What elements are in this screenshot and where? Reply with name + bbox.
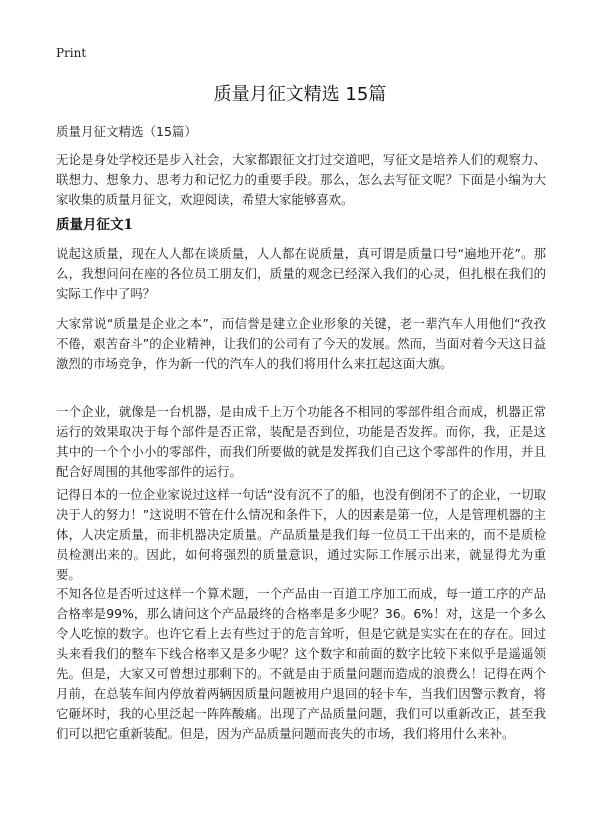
body-paragraph: 大家常说“质量是企业之本”，而信誉是建立企业形象的关键，老一辈汽车人用他们“孜孜不倦，艰苦奋斗”的企业精神，让我们的公司有了今天的发展。然而，当面对着今天这日益激烈的市场竞争，作为新一代的汽车人的我们将用什么来扛起这面大旗。 <box>56 316 546 371</box>
body-paragraph: 记得日本的一位企业家说过这样一句话“没有沉不了的船，也没有倒闭不了的企业，一切取决于人的努力！”这说明不管在什么情况和条件下，人的因素是第一位，人是管理机器的主体，人决定质量，而非机器决定质量。产品质量是我们每一位员工干出来的，而不是质检员检测出来的。因此，如何将强烈的质量意识，通过实际工作展示出来，就显得尤为重要。 <box>56 487 546 582</box>
body-paragraph: 说起这质量，现在人人都在谈质量，人人都在说质量，真可谓是质量口号“遍地开花”。那么，我想问问在座的各位员工朋友们，质量的观念已经深入我们的心灵，但扎根在我们的实际工作中了吗？ <box>56 246 546 301</box>
section-heading: 质量月征文1 <box>56 217 133 233</box>
document-subtitle: 质量月征文精选（15篇） <box>56 124 197 139</box>
intro-paragraph: 无论是身处学校还是步入社会，大家都跟征文打过交道吧，写征文是培养人们的观察力、联想力、想象力、思考力和记忆力的重要手段。那么，怎么去写征文呢？下面是小编为大家收集的质量月征文，欢迎阅读，希望大家能够喜欢。 <box>56 152 546 207</box>
page-title: 质量月征文精选 15篇 <box>213 84 387 105</box>
body-paragraph: 一个企业，就像是一台机器，是由成千上万个功能各不相同的零部件组合而成，机器正常运行的效果取决于每个部件是否正常，装配是否到位，功能是否发挥。而你，我，正是这其中的一个个小小的零部件，而我们所要做的就是发挥我们自己这个零部件的作用，并且配合好周围的其他零部件的运行。 <box>56 404 546 479</box>
body-paragraph: 不知各位是否听过这样一个算术题，一个产品由一百道工序加工而成，每一道工序的产品合格率是99%，那么请问这个产品最终的合格率是多少呢？36。6%！对，这是一个多么令人吃惊的数字。也许它看上去有些过于的危言耸听，但是它就是实实在在的存在。回过头来看我们的整车下线合格率又是多少呢？这个数字和前面的数字比较下来似乎是遥遥领先。但是，大家又可曾想过那剩下的。不就是由于质量问题而造成的浪费么！记得在两个月前，在总装车间内停放着两辆因质量问题被用户退回的轻卡车，当我们因警示教育，将它砸坏时，我的心里泛起一阵阵酸痛。出现了产品质量问题，我们可以重新改正，甚至我们可以把它重新装配。但是，因为产品质量问题而丧失的市场，我们将用什么来补。 <box>56 586 546 741</box>
print-link[interactable]: Print <box>56 46 87 60</box>
